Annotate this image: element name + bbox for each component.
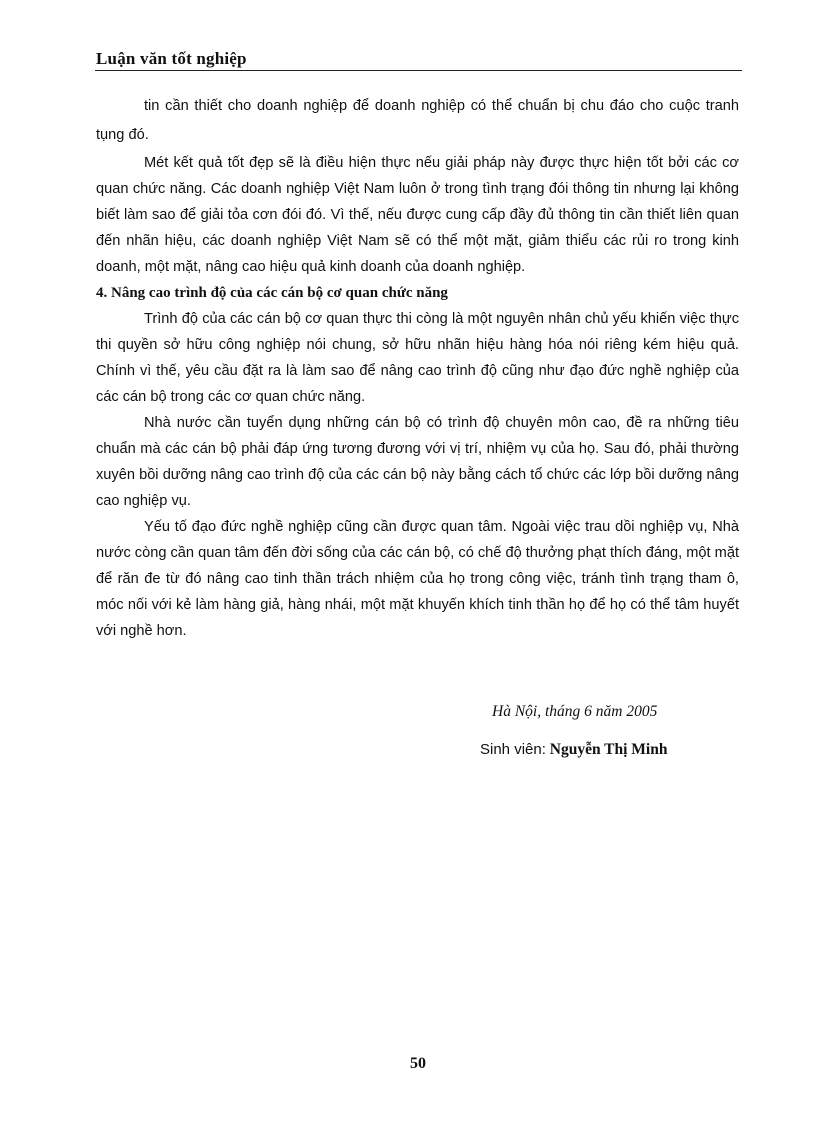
header-rule: [95, 70, 742, 71]
running-header-title: Luận văn tốt nghiệp: [96, 49, 247, 68]
signature-line: [480, 738, 739, 762]
section-heading: 4. Nâng cao trình độ của các cán bộ cơ quan chức năng: [96, 285, 448, 301]
body-text: [96, 92, 739, 644]
paragraph-recruitment: Nhà nước cần tuyển dụng những cán bộ có trình độ chuyên môn cao, đề ra những tiêu chuẩn mà các cán bộ phải đáp ứng tương đương với vị trí, nhiệm vụ của họ. Sau đó, phải thường xuyên bồi dưỡng nâng cao trình độ của các cán bộ này bằng cách tổ chức các lớp bồi dưỡng nâng cao nghiệp vụ.: [96, 415, 739, 509]
signature-date: Hà Nội, tháng 6 năm 2005: [492, 703, 658, 720]
student-name: Nguyễn Thị Minh: [549, 741, 668, 758]
paragraph-results: Mét kết quả tốt đẹp sẽ là điều hiện thực nếu giải pháp này được thực hiện tốt bởi các cơ quan chức năng. Các doanh nghiệp Việt Nam luôn ở trong tình trạng đói thông tin nhưng lại không biết làm sao để giải tỏa cơn đói đó. Vì thế, nếu được cung cấp đầy đủ thông tin cần thiết liên quan đến nhãn hiệu, các doanh nghiệp Việt Nam sẽ có thể một mặt, giảm thiểu các rủi ro trong kinh doanh, một mặt, nâng cao hiệu quả kinh doanh của doanh nghiệp.: [96, 155, 739, 275]
signature-block: [96, 700, 739, 762]
paragraph-professional-ethics: Yếu tố đạo đức nghề nghiệp cũng cần được quan tâm. Ngoài việc trau dồi nghiệp vụ, Nhà nước còng cần quan tâm đến đời sống của các cán bộ, có chế độ thưởng phạt thích đáng, một mặt để răn đe từ đó nâng cao tinh thần trách nhiệm của họ trong công việc, tránh tình trạng tham ô, móc nối với kẻ làm hàng giả, hàng nhái, một mặt khuyến khích tinh thần họ để họ có thể tâm huyết với nghề hơn.: [96, 519, 739, 639]
paragraph-staff-competence: Trình độ của các cán bộ cơ quan thực thi còng là một nguyên nhân chủ yếu khiến việc thực thi quyền sở hữu công nghiệp nói chung, sở hữu nhãn hiệu hàng hóa nói riêng kém hiệu quả. Chính vì thế, yêu cầu đặt ra là làm sao để nâng cao trình độ cũng như đạo đức nghề nghiệp của các cán bộ trong các cơ quan chức năng.: [96, 311, 739, 405]
paragraph-continuation: tin cần thiết cho doanh nghiệp để doanh nghiệp có thể chuẩn bị chu đáo cho cuộc tranh tụng đó.: [96, 98, 739, 143]
student-label: Sinh viên:: [480, 741, 546, 758]
page-number: 50: [410, 1055, 426, 1072]
